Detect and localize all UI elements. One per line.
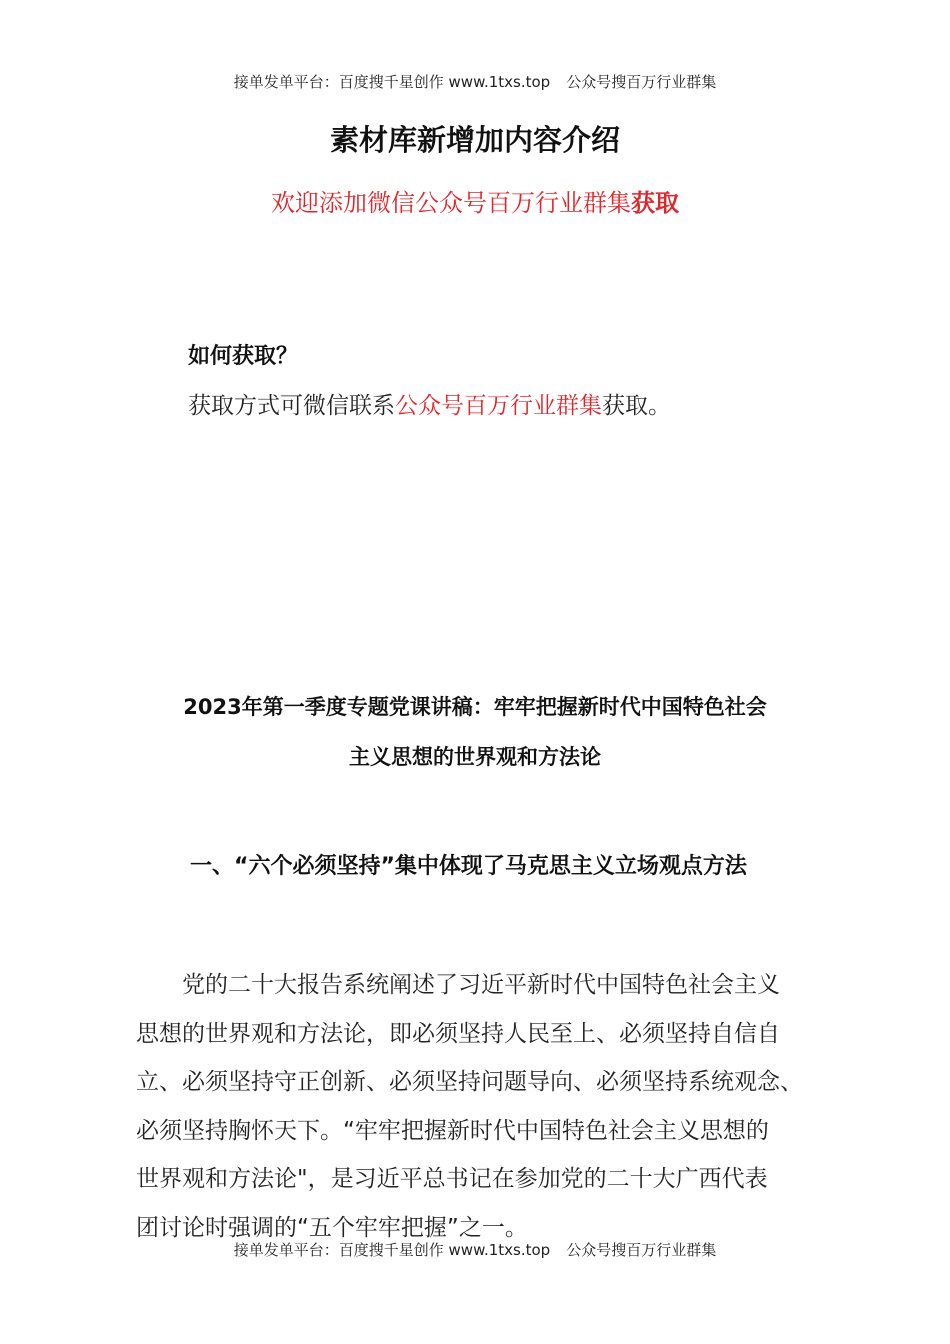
- body-line: 必须坚持胸怀天下。“牢牢把握新时代中国特色社会主义思想的: [136, 1117, 769, 1144]
- lecture-title-line-2: 主义思想的世界观和方法论: [349, 745, 601, 769]
- footer-wechat-text: 公众号搜百万行业群集: [566, 1241, 717, 1259]
- lecture-title: [120, 682, 830, 782]
- how-to-get-answer: [188, 387, 671, 420]
- welcome-emphasis: 获取: [631, 188, 679, 217]
- lecture-title-line-1: 2023年第一季度专题党课讲稿：牢牢把握新时代中国特色社会: [183, 695, 767, 719]
- welcome-text: 欢迎添加微信公众号百万行业群集: [271, 189, 631, 217]
- answer-suffix: 获取。: [602, 393, 671, 419]
- body-line: 立、必须坚持守正创新、必须坚持问题导向、必须坚持系统观念、: [136, 1069, 803, 1095]
- page-header: [0, 71, 950, 92]
- body-line: 世界观和方法论"，是习近平总书记在参加党的二十大广西代表: [136, 1166, 768, 1192]
- section-heading: 一、“六个必须坚持”集中体现了马克思主义立场观点方法: [190, 854, 747, 879]
- body-line: 思想的世界观和方法论，即必须坚持人民至上、必须坚持自信自: [136, 1020, 780, 1047]
- header-wechat-text: 公众号搜百万行业群集: [566, 73, 717, 91]
- footer-platform-text: 接单发单平台：百度搜千星创作 www.1txs.top: [233, 1241, 551, 1259]
- answer-prefix: 获取方式可微信联系: [188, 393, 395, 419]
- document-title: 素材库新增加内容介绍: [329, 123, 620, 157]
- body-paragraph: [136, 961, 836, 1252]
- body-line: 团讨论时强调的“五个牢牢把握”之一。: [136, 1214, 528, 1241]
- body-line: 党的二十大报告系统阐述了习近平新时代中国特色社会主义: [182, 972, 780, 998]
- answer-highlight: 公众号百万行业群集: [395, 393, 602, 419]
- how-to-get-question: 如何获取？: [188, 344, 299, 369]
- header-platform-text: 接单发单平台：百度搜千星创作 www.1txs.top: [233, 73, 551, 91]
- welcome-banner: [0, 183, 950, 218]
- page-footer: [0, 1239, 950, 1260]
